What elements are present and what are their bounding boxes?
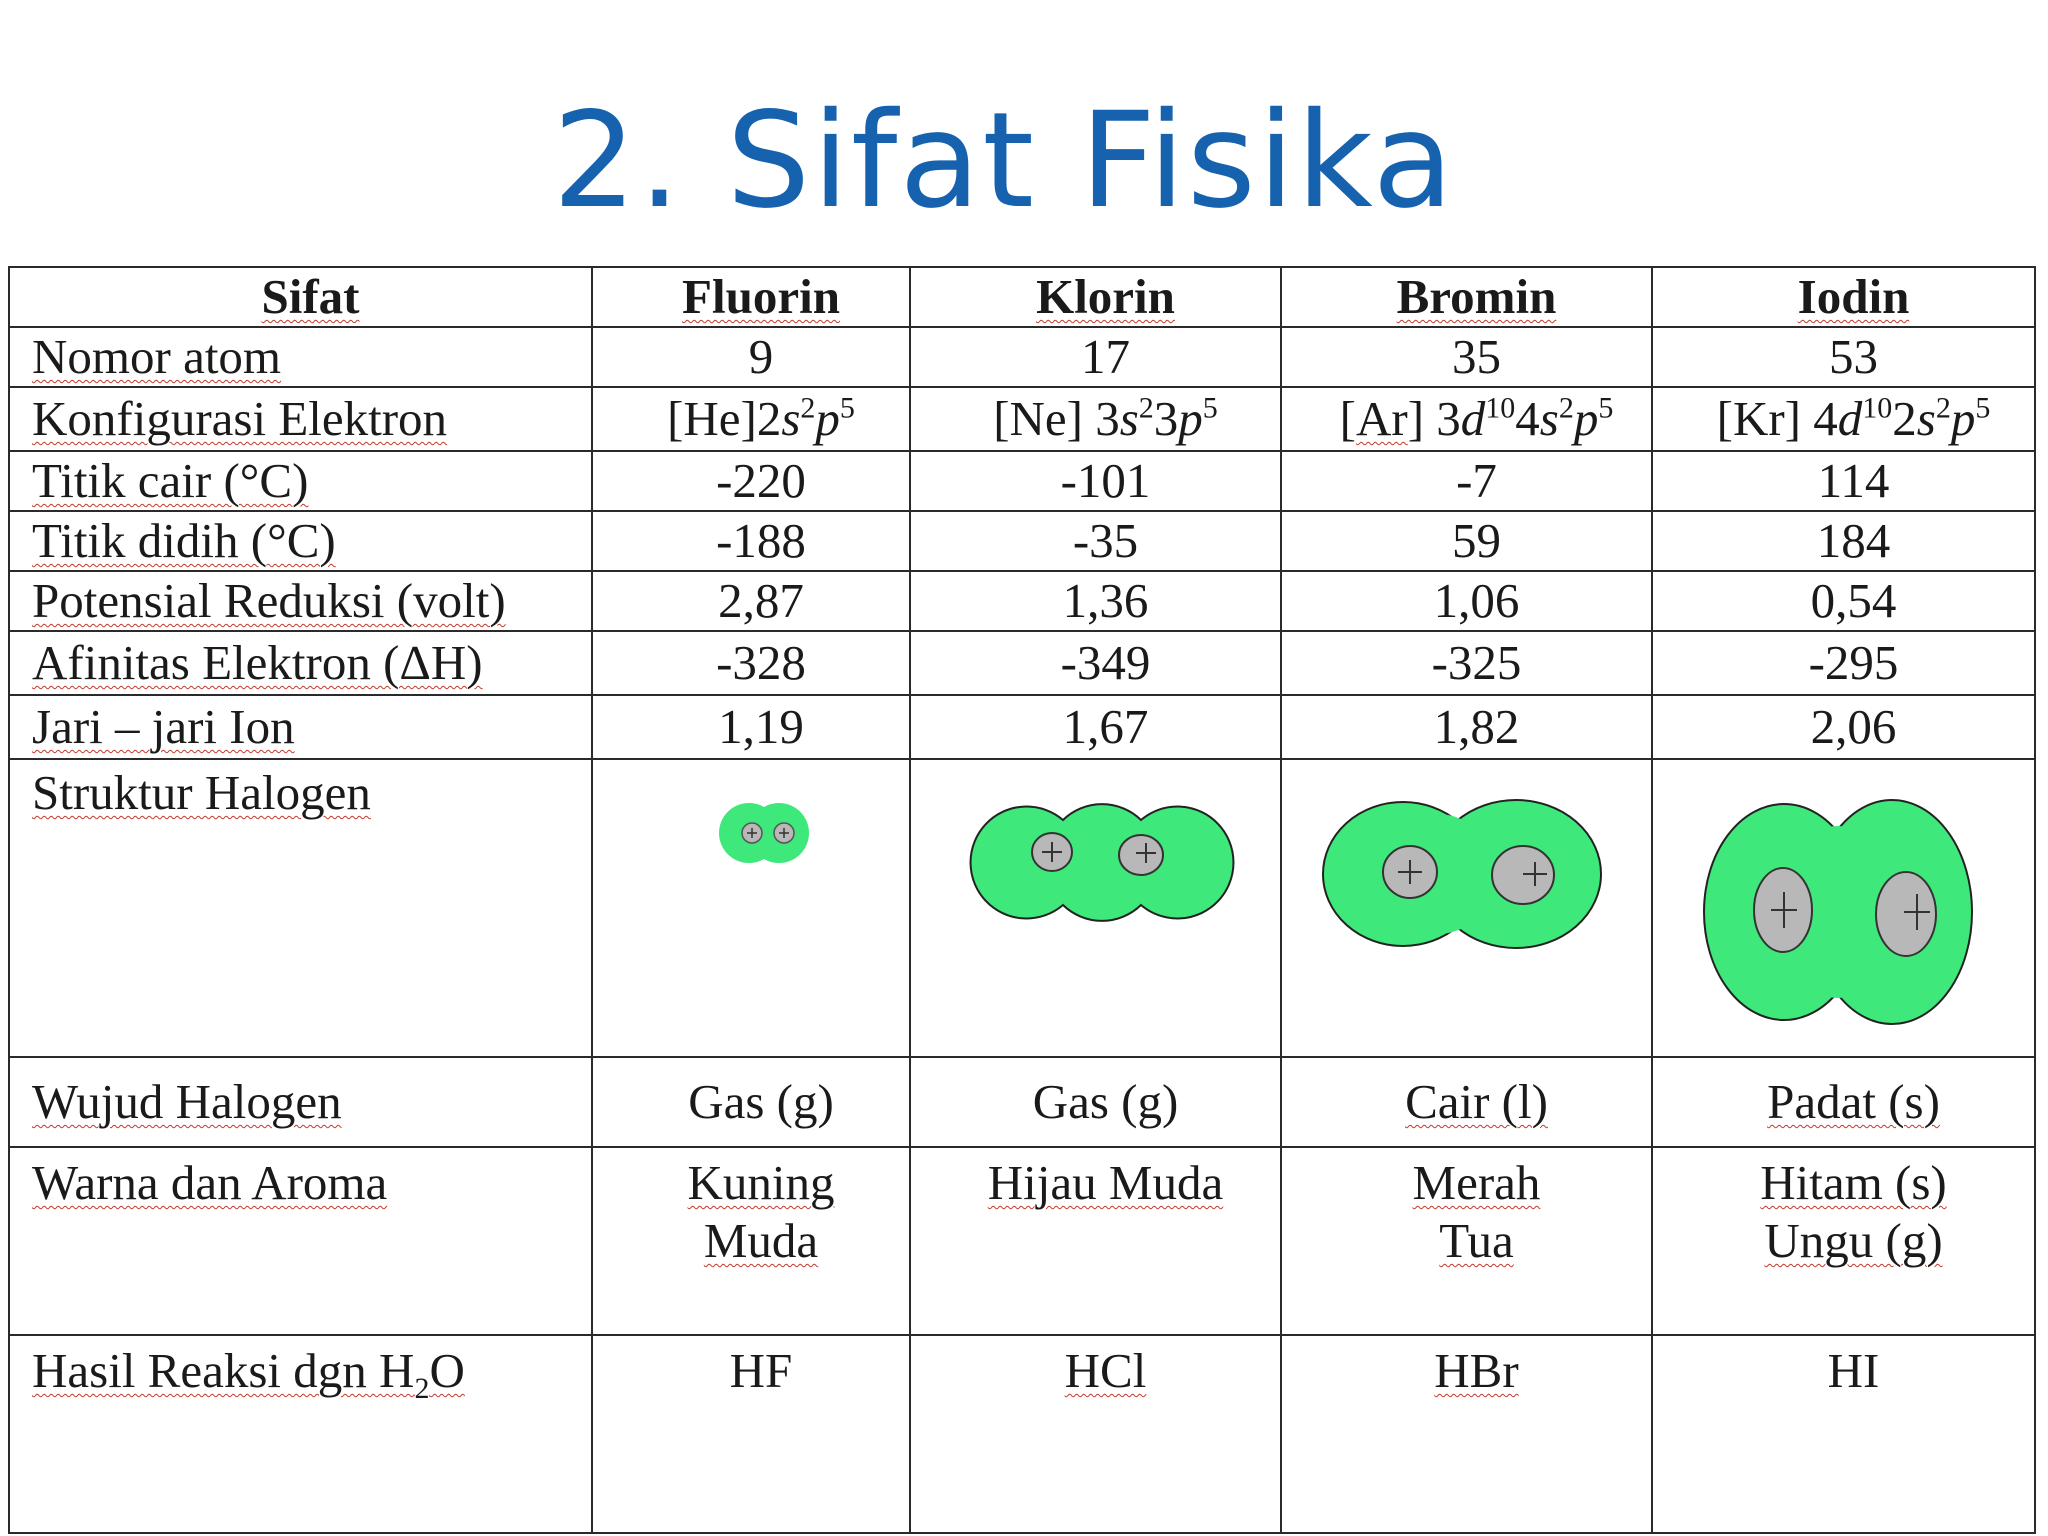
cell-value: Hitam (s) Ungu (g)	[1652, 1147, 2035, 1335]
cell-value: 2,87	[592, 571, 910, 631]
cell-value: Padat (s)	[1652, 1057, 2035, 1147]
cell-config-klorin: [Ne] $3s^23p^5$	[910, 387, 1281, 451]
cell-value: Merah Tua	[1281, 1147, 1652, 1335]
cell-value: -7	[1281, 451, 1652, 511]
header-fluorin: Fluorin	[592, 267, 910, 327]
bromin-molecule-diagram	[1281, 759, 1652, 1057]
label-nomor-atom: Nomor atom	[9, 327, 592, 387]
cell-value: HCl	[910, 1335, 1281, 1533]
cell-value: 1,67	[910, 695, 1281, 759]
row-konfigurasi	[9, 387, 2035, 451]
cell-value: 0,54	[1652, 571, 2035, 631]
cell-value: 59	[1281, 511, 1652, 571]
cell-value: Gas (g)	[592, 1057, 910, 1147]
label-warna: Warna dan Aroma	[9, 1147, 592, 1335]
header-row	[9, 267, 2035, 327]
cell-value: -188	[592, 511, 910, 571]
row-warna	[9, 1147, 2035, 1335]
row-nomor-atom	[9, 327, 2035, 387]
row-titik-didih	[9, 511, 2035, 571]
header-bromin: Bromin	[1281, 267, 1652, 327]
cell-value: Cair (l)	[1281, 1057, 1652, 1147]
label-titik-cair: Titik cair (°C)	[9, 451, 592, 511]
cell-value: HBr	[1281, 1335, 1652, 1533]
cell-value: 53	[1652, 327, 2035, 387]
header-klorin: Klorin	[910, 267, 1281, 327]
cell-config-iodin: [Kr] $4d^{10}2s^2p^5$	[1652, 387, 2035, 451]
row-afinitas	[9, 631, 2035, 695]
cell-value: Hijau Muda	[910, 1147, 1281, 1335]
cell-value: -101	[910, 451, 1281, 511]
halogen-properties-table	[8, 266, 2036, 1534]
cell-value: 1,06	[1281, 571, 1652, 631]
row-titik-cair	[9, 451, 2035, 511]
row-hasil-reaksi	[9, 1335, 2035, 1533]
row-jari-jari	[9, 695, 2035, 759]
cell-value: HF	[592, 1335, 910, 1533]
cell-value: -325	[1281, 631, 1652, 695]
cell-value: 1,19	[592, 695, 910, 759]
cell-value: 1,82	[1281, 695, 1652, 759]
cell-config-fluorin: $[He]2s^2p^5$	[592, 387, 910, 451]
cell-config-bromin: [Ar] $3d^{10}4s^2p^5$	[1281, 387, 1652, 451]
row-wujud	[9, 1057, 2035, 1147]
label-jari-jari: Jari – jari Ion	[9, 695, 592, 759]
cell-value: HI	[1652, 1335, 2035, 1533]
cell-value: 114	[1652, 451, 2035, 511]
header-sifat: Sifat	[9, 267, 592, 327]
cell-value: -295	[1652, 631, 2035, 695]
cell-value: Gas (g)	[910, 1057, 1281, 1147]
hasil-label-text: Hasil Reaksi dgn $H_2O$	[32, 1343, 465, 1405]
cell-value: -35	[910, 511, 1281, 571]
cell-value: 1,36	[910, 571, 1281, 631]
label-afinitas: Afinitas Elektron (ΔH)	[9, 631, 592, 695]
label-konfigurasi: Konfigurasi Elektron	[9, 387, 592, 451]
cell-value: -328	[592, 631, 910, 695]
row-struktur	[9, 759, 2035, 1057]
slide-title: 2. Sifat Fisika	[552, 84, 1456, 238]
fluorin-molecule-diagram	[592, 759, 910, 1057]
label-struktur: Struktur Halogen	[9, 759, 592, 1057]
row-potensial	[9, 571, 2035, 631]
label-wujud: Wujud Halogen	[9, 1057, 592, 1147]
header-iodin: Iodin	[1652, 267, 2035, 327]
cell-value: -220	[592, 451, 910, 511]
cell-value: 35	[1281, 327, 1652, 387]
cell-value: 9	[592, 327, 910, 387]
cell-value: Kuning Muda	[592, 1147, 910, 1335]
label-potensial: Potensial Reduksi (volt)	[9, 571, 592, 631]
cell-value: 2,06	[1652, 695, 2035, 759]
cell-value: -349	[910, 631, 1281, 695]
label-titik-didih: Titik didih (°C)	[9, 511, 592, 571]
label-hasil-reaksi	[9, 1335, 592, 1533]
cell-value: 184	[1652, 511, 2035, 571]
iodin-molecule-diagram	[1652, 759, 2035, 1057]
klorin-molecule-diagram	[910, 759, 1281, 1057]
cell-value: 17	[910, 327, 1281, 387]
